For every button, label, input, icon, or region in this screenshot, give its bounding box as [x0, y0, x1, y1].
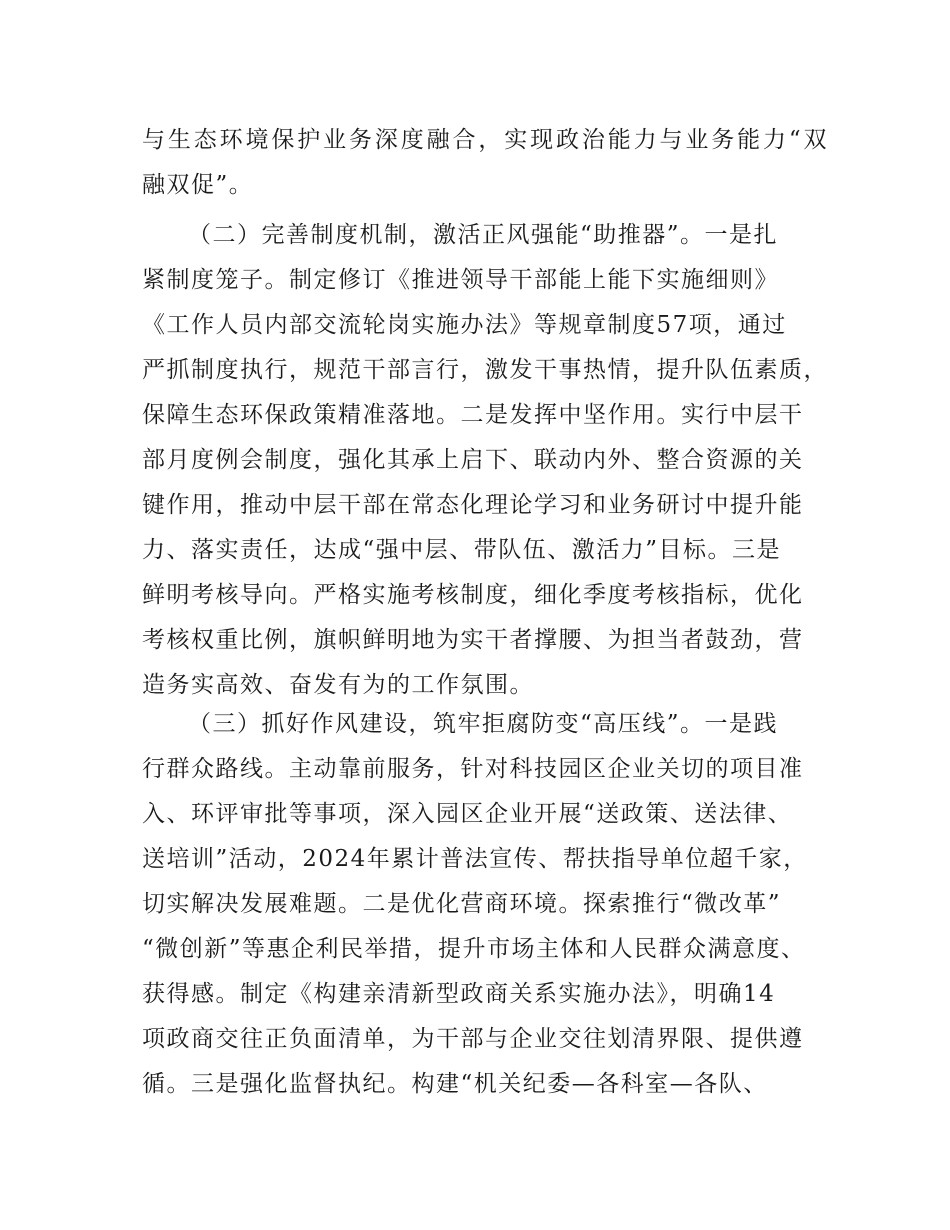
text-line: 严抓制度执行，规范干部言行，激发干事热情，提升队伍素质， [142, 357, 828, 383]
text-line: 获得感。制定《构建亲清新型政商关系实施办法》，明确14 [142, 981, 776, 1007]
paragraph-1 [142, 118, 828, 208]
text-line: 入、环评审批等事项，深入园区企业开展“送政策、送法律、 [142, 801, 793, 827]
text-line: 送培训”活动，2024年累计普法宣传、帮扶指导单位超千家， [142, 846, 808, 872]
text-line: 循。三是强化监督执纪。构建“机关纪委—各科室—各队、 [142, 1071, 768, 1097]
paragraph-3 [142, 702, 828, 1107]
text-line: 切实解决发展难题。二是优化营商环境。探索推行“微改革” [142, 891, 782, 917]
text-line: 造务实高效、奋发有为的工作氛围。 [142, 672, 534, 698]
text-line: （三）抓好作风建设，筑牢拒腐防变“高压线”。一是践 [188, 711, 779, 737]
text-line: 与生态环境保护业务深度融合，实现政治能力与业务能力“双 [142, 127, 828, 153]
text-line: 行群众路线。主动靠前服务，针对科技园区企业关切的项目准 [142, 756, 804, 782]
text-line: 考核权重比例，旗帜鲜明地为实干者撑腰、为担当者鼓劲，营 [142, 627, 804, 653]
text-line: 紧制度笼子。制定修订《推进领导干部能上能下实施细则》 [142, 267, 779, 293]
text-line: 融双促”。 [142, 172, 254, 198]
text-line: 《工作人员内部交流轮岗实施办法》等规章制度57项，通过 [142, 312, 787, 338]
text-line: 项政商交往正负面清单，为干部与企业交往划清界限、提供遵 [142, 1026, 804, 1052]
text-line: 鲜明考核导向。严格实施考核制度，细化季度考核指标，优化 [142, 582, 804, 608]
text-line: “微创新”等惠企利民举措，提升市场主体和人民群众满意度、 [142, 936, 806, 962]
text-line: 部月度例会制度，强化其承上启下、联动内外、整合资源的关 [142, 447, 804, 473]
text-line: 力、落实责任，达成“强中层、带队伍、激活力”目标。三是 [142, 537, 782, 563]
paragraph-2 [142, 213, 828, 708]
text-line: 保障生态环保政策精准落地。二是发挥中坚作用。实行中层干 [142, 402, 804, 428]
text-line: （二）完善制度机制，激活正风强能“助推器”。一是扎 [188, 222, 779, 248]
text-line: 键作用，推动中层干部在常态化理论学习和业务研讨中提升能 [142, 492, 804, 518]
